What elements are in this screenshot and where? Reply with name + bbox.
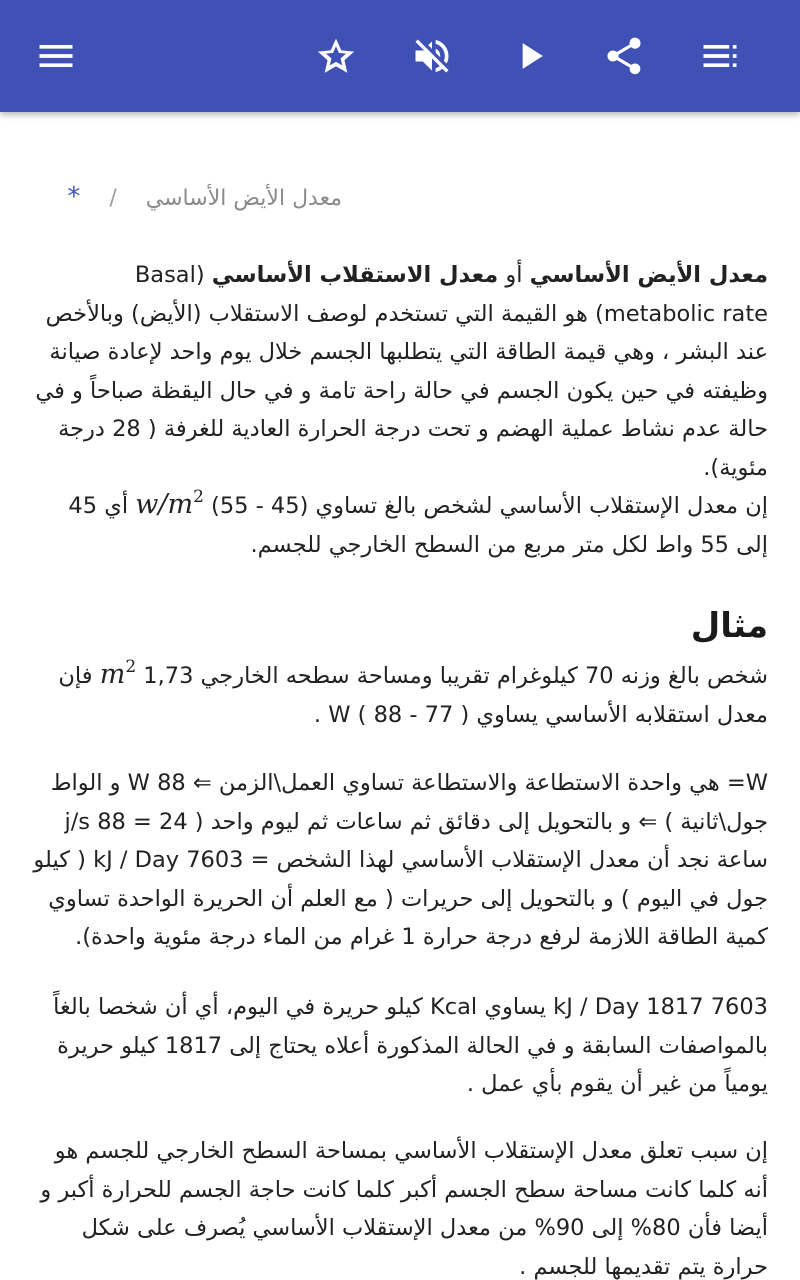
unit-exponent: 2	[125, 657, 137, 677]
kcal-text: 7603 kJ / Day 1817 يساوي Kcal كيلو حريرة في اليوم، أي أن شخصا بالغاً بالمواصفات السابقة و في الحالة المذكورة أعلاه يحتاج إلى 1817 كيلو حريرة يومياً من غير أن يقوم بأي عمل .	[53, 994, 768, 1097]
adult-rate-text: إن معدل الإستقلاب الأساسي لشخص بالغ تساوي (45 - 55)	[203, 493, 768, 519]
adult-rate-text-2: أي 45 إلى 55 واط لكل متر مربع من السطح الخارجي للجسم.	[68, 493, 768, 558]
example-text: شخص بالغ وزنه 70 كيلوغرام تقريبا ومساحة سطحه الخارجي 1,73	[136, 663, 768, 689]
menu-button[interactable]	[24, 24, 88, 88]
paragraph-surface-area	[32, 1132, 768, 1280]
example-heading: مثال	[690, 606, 768, 646]
unit-formula	[135, 489, 204, 520]
article-content	[0, 112, 800, 1280]
table-of-contents-button[interactable]	[688, 24, 752, 88]
star-outline-icon	[314, 34, 358, 78]
conjunction-text: أو	[498, 262, 530, 288]
volume-off-icon	[410, 34, 454, 78]
unit-exponent: 2	[193, 487, 204, 507]
paragraph-kcal	[32, 988, 768, 1104]
breadcrumb-root-link[interactable]: *	[67, 182, 81, 212]
unit-area	[100, 659, 136, 690]
favorite-button[interactable]	[304, 24, 368, 88]
breadcrumb-current: معدل الأيض الأساسي	[145, 186, 342, 211]
play-button[interactable]	[498, 24, 562, 88]
table-of-contents-icon	[698, 34, 742, 78]
mute-button[interactable]	[400, 24, 464, 88]
watt-conversion-text: W= هي واحدة الاستطاعة والاستطاعة تساوي العمل\الزمن ⇐ 88 W و الواط جول\ثانية ) ⇐ و بالتحويل إلى دقائق ثم ساعات ثم ليوم واحد ( 24 = 88 j/s ساعة نجد أن معدل الإستقلاب الأساسي لهذا الشخص = 7603 kJ / Day ( كيلو جول في اليوم ) و بالتحويل إلى حريرات ( مع العلم أن الحريرة الواحدة تساوي كمية الطاقة اللازمة لرفع درجة حرارة 1 غرام من الماء درجة مئوية واحدة).	[33, 770, 768, 950]
app-bar	[0, 0, 800, 112]
paragraph-definition	[32, 256, 768, 487]
english-term: (Basal metabolic rate)	[134, 262, 768, 327]
unit-m: m	[167, 489, 194, 520]
surface-area-text: إن سبب تعلق معدل الإستقلاب الأساسي بمساحة السطح الخارجي للجسم هو أنه كلما كانت مساحة سطح الجسم أكبر كلما كانت حاجة الجسم للحرارة أكبر و أيضا فأن 80% إلى 90% من معدل الإستقلاب الأساسي يُصرف على شكل حرارة يتم تقديمها للجسم .	[40, 1138, 768, 1280]
breadcrumb	[40, 182, 342, 222]
paragraph-example	[32, 656, 768, 734]
paragraph-watt-conversion	[32, 764, 768, 957]
paragraph-adult-rate	[32, 486, 768, 564]
hamburger-menu-icon	[34, 34, 78, 78]
breadcrumb-separator: /	[109, 186, 117, 211]
play-icon	[508, 34, 552, 78]
example-text-2: فإن معدل استقلابه الأساسي يساوي ( 77 - 88 ) W .	[58, 663, 768, 728]
section-example	[32, 604, 768, 648]
term-basal-metabolism: معدل الأيض الأساسي	[529, 262, 768, 288]
definition-text: هو القيمة التي تستخدم لوصف الاستقلاب (الأيض) وبالأخص عند البشر ، وهي قيمة الطاقة التي يتطلبها الجسم خلال يوم واحد لإعادة صيانة وظيفته في حين يكون الجسم في حالة راحة تامة و في حال اليقظة صباحاً و في حالة عدم نشاط عملية الهضم و تحت درجة الحرارة العادية للغرفة ( 28 درجة مئوية).	[35, 300, 768, 481]
unit-w: w	[135, 489, 159, 520]
unit-m: m	[99, 659, 126, 690]
unit-slash: /	[158, 489, 168, 520]
share-icon	[602, 34, 646, 78]
share-button[interactable]	[592, 24, 656, 88]
term-basal-metabolic-rate: معدل الاستقلاب الأساسي	[211, 262, 499, 288]
